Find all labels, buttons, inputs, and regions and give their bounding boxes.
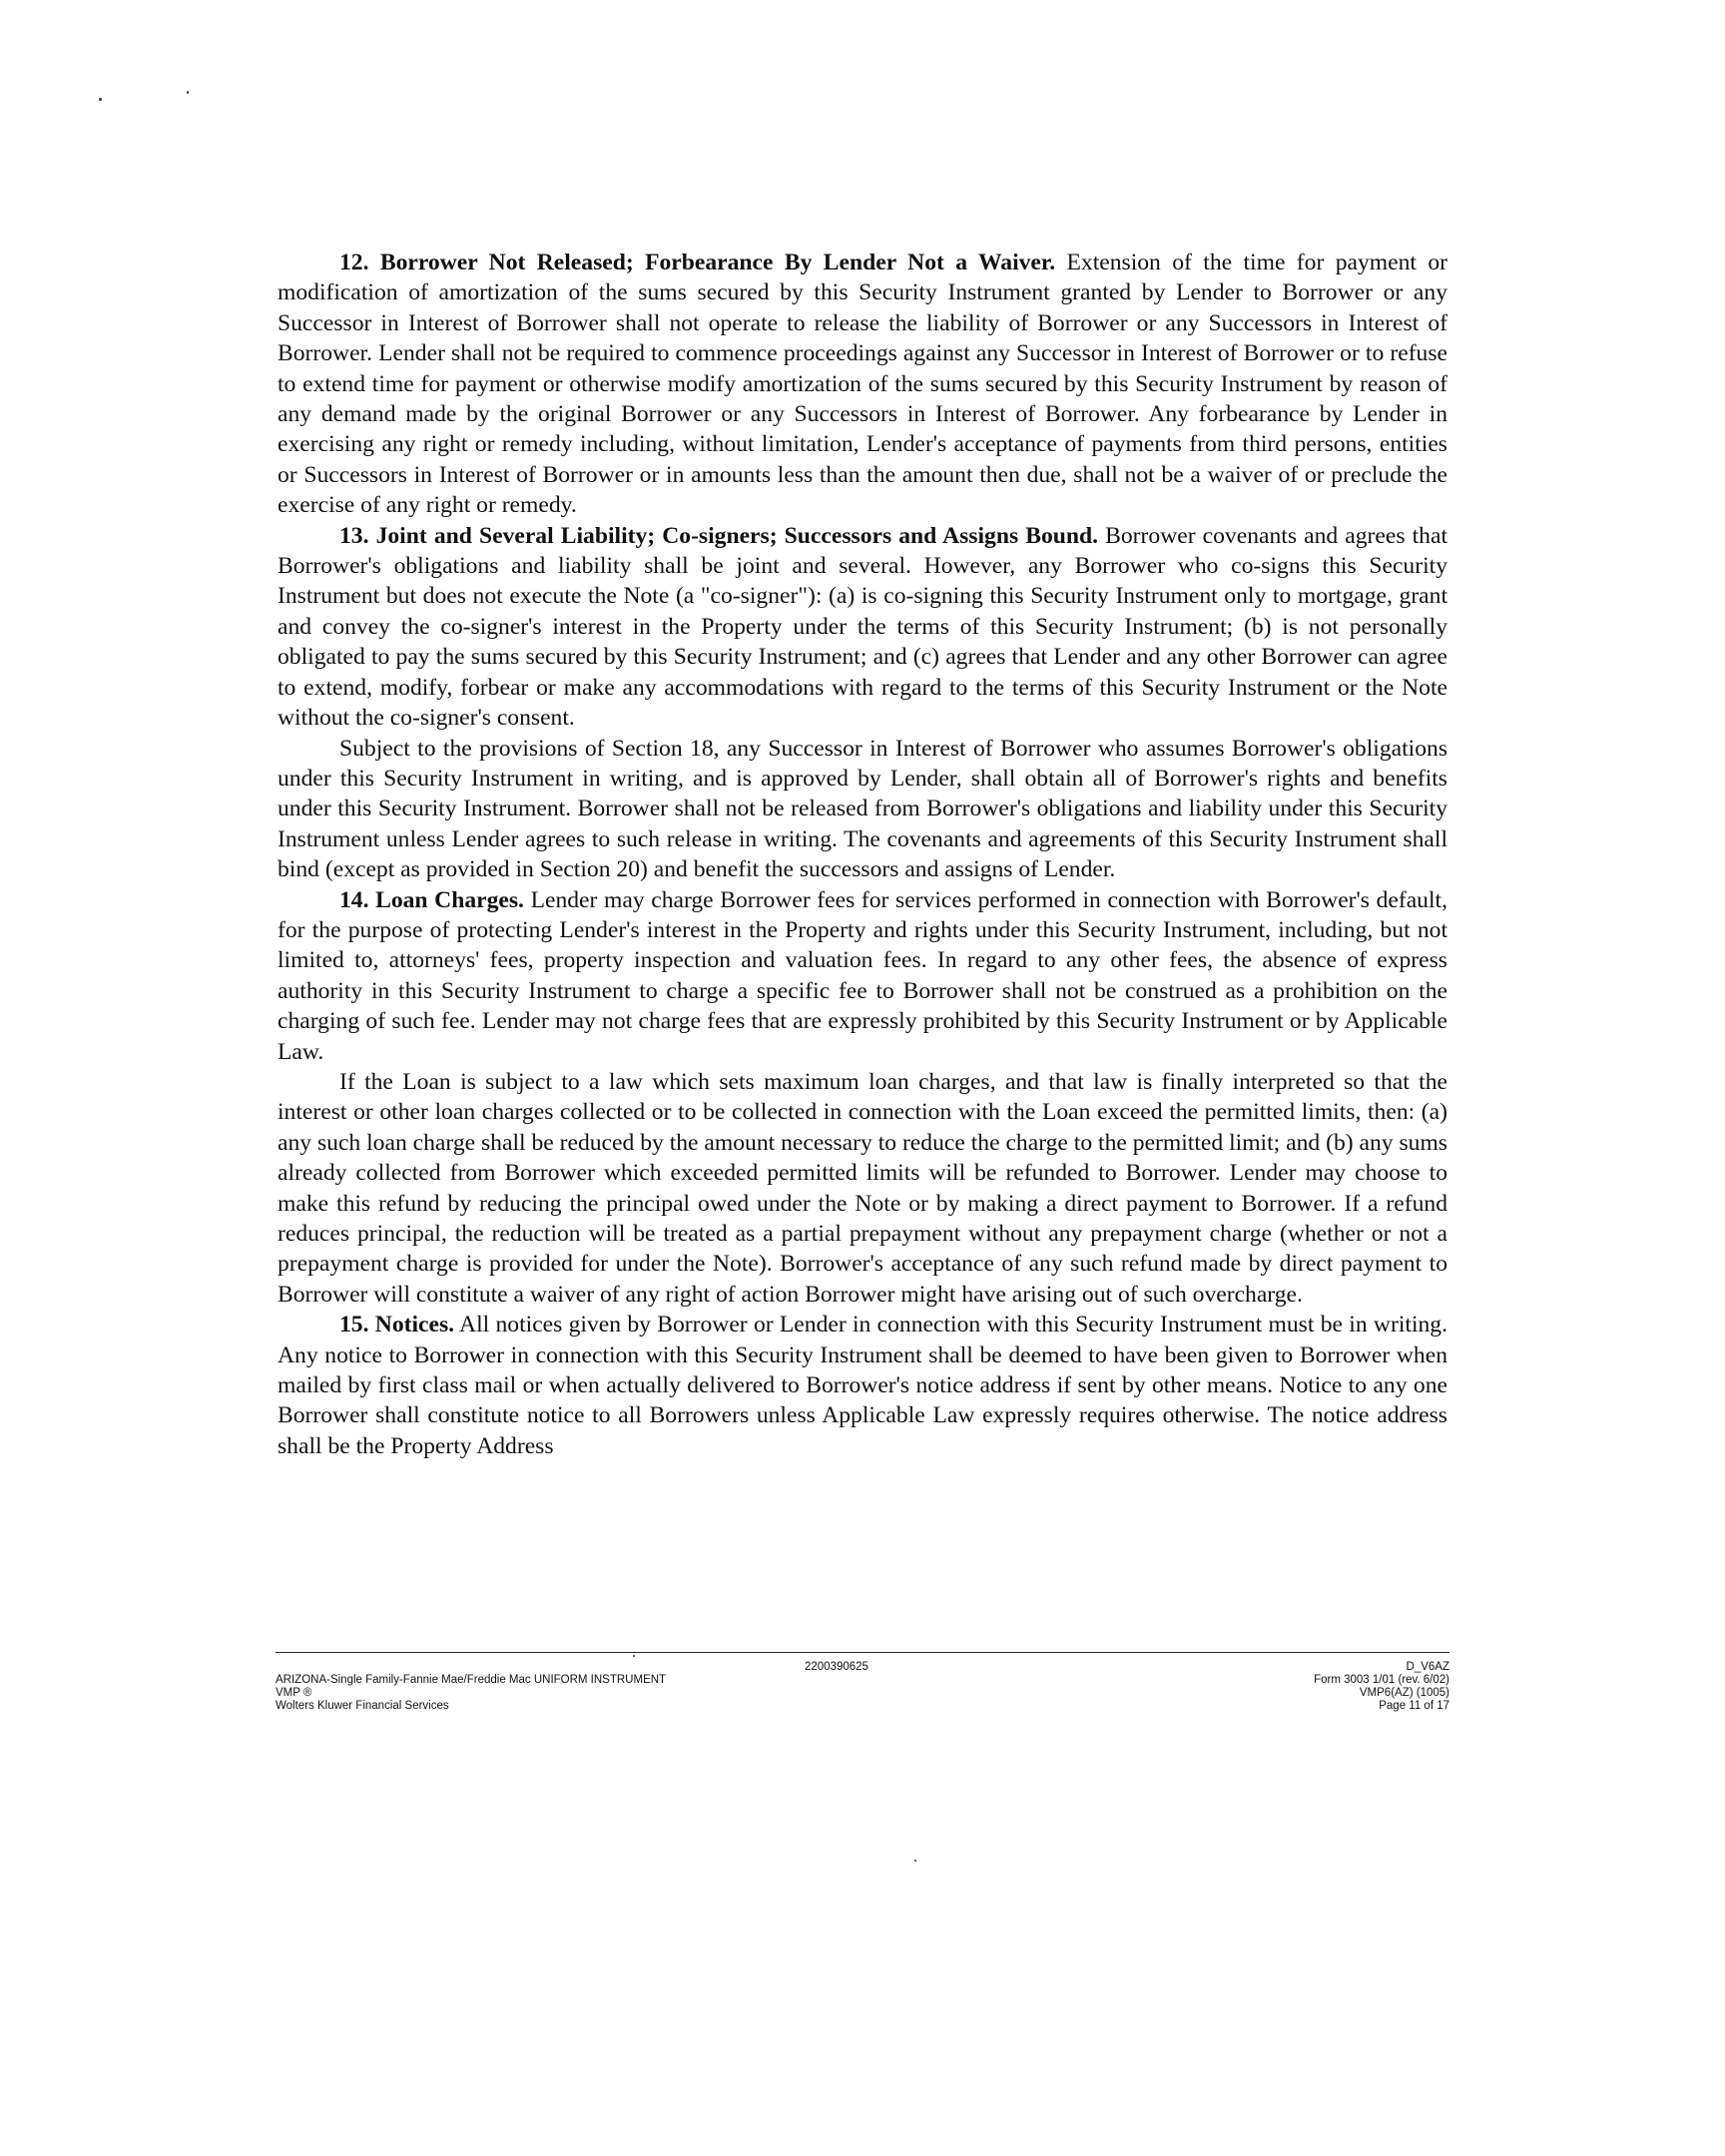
- section-12: [278, 248, 1447, 521]
- footer-vmp: VMP ®: [276, 1687, 312, 1699]
- document-body: [278, 248, 1447, 1461]
- section-15-text: All notices given by Borrower or Lender in connection with this Security Instrument must be in writing. Any notice to Borrower in connection with this Security Instrument shall be deemed to have been given to Borrower when mailed by first class mail or when actually delivered to Borrower's notice address if sent by other means. Notice to any one Borrower shall constitute notice to all Borrowers unless Applicable Law expressly requires otherwise. The notice address shall be the Property Address: [278, 1312, 1447, 1459]
- footer-rule: [276, 1652, 1449, 1653]
- section-15-heading: 15. Notices.: [339, 1312, 455, 1339]
- section-12-heading: 12. Borrower Not Released; Forbearance By Lender Not a Waiver.: [339, 250, 1056, 275]
- scan-speck: [914, 1860, 916, 1862]
- scan-speck: [187, 91, 189, 94]
- footer-code: D_V6AZ: [1406, 1661, 1449, 1673]
- section-13-paragraph-2-text: Subject to the provisions of Section 18, any Successor in Interest of Borrower who assumes Borrower's obligations under this Security Instrument in writing, and is approved by Lender, shall obtain all of Borrower's rights and benefits under this Security Instrument. Borrower shall not be released from Borrower's obligations and liability under this Security Instrument unless Lender agrees to such release in writing. The covenants and agreements of this Security Instrument shall bind (except as provided in Section 20) and benefit the successors and assigns of Lender.: [278, 735, 1447, 883]
- section-13: [278, 521, 1447, 734]
- section-12-text: Extension of the time for payment or modification of amortization of the sums secured by this Security Instrument granted by Lender to Borrower or any Successor in Interest of Borrower shall not operate to release the liability of Borrower or any Successors in Interest of Borrower. Lender shall not be required to commence proceedings against any Successor in Interest of Borrower or to refuse to extend time for payment or otherwise modify amortization of the sums secured by this Security Instrument by reason of any demand made by the original Borrower or any Successors in Interest of Borrower. Any forbearance by Lender in exercising any right or remedy including, without limitation, Lender's acceptance of payments from third persons, entities or Successors in Interest of Borrower or in amounts less than the amount then due, shall not be a waiver of or preclude the exercise of any right or remedy.: [278, 250, 1447, 519]
- section-13-heading: 13. Joint and Several Liability; Co-signers; Successors and Assigns Bound.: [339, 522, 1099, 549]
- section-14: [278, 885, 1447, 1067]
- section-14-paragraph-2: [278, 1067, 1447, 1310]
- section-14-text: Lender may charge Borrower fees for services performed in connection with Borrower's default, for the purpose of protecting Lender's interest in the Property and rights under this Security Instrument, including, but not limited to, attorneys' fees, property inspection and valuation fees. In regard to any other fees, the absence of express authority in this Security Instrument to charge a specific fee to Borrower shall not be construed as a prohibition on the charging of such fee. Lender may not charge fees that are expressly prohibited by this Security Instrument or by Applicable Law.: [278, 886, 1447, 1065]
- section-13-paragraph-2: [278, 734, 1447, 885]
- footer-publisher: Wolters Kluwer Financial Services: [276, 1700, 449, 1712]
- scan-speck: [633, 1655, 635, 1657]
- section-14-paragraph-2-text: If the Loan is subject to a law which sets maximum loan charges, and that law is finally interpreted so that the interest or other loan charges collected or to be collected in connection with the Loan exceed the permitted limits, then: (a) any such loan charge shall be reduced by the amount necessary to reduce the charge to the permitted limit; and (b) any sums already collected from Borrower which exceeded permitted limits will be refunded to Borrower. Lender may choose to make this refund by reducing the principal owed under the Note or by making a direct payment to Borrower. If a refund reduces principal, the reduction will be treated as a partial prepayment without any prepayment charge (whether or not a prepayment charge is provided for under the Note). Borrower's acceptance of any such refund made by direct payment to Borrower will constitute a waiver of any right of action Borrower might have arising out of such overcharge.: [278, 1068, 1447, 1308]
- footer-vmp-code: VMP6(AZ) (1005): [1359, 1687, 1449, 1699]
- section-13-text: Borrower covenants and agrees that Borrower's obligations and liability shall be joint and several. However, any Borrower who co-signs this Security Instrument but does not execute the Note (a "co-signer"): (a) is co-signing this Security Instrument only to mortgage, grant and convey the co-signer's interest in the Property under the terms of this Security Instrument; (b) is not personally obligated to pay the sums secured by this Security Instrument; and (c) agrees that Lender and any other Borrower can agree to extend, modify, forbear or make any accommodations with regard to the terms of this Security Instrument or the Note without the co-signer's consent.: [278, 522, 1447, 732]
- footer-right: [1130, 1661, 1449, 1713]
- footer-left: [276, 1661, 974, 1713]
- scan-speck: [99, 98, 102, 101]
- footer-loan-number: 2200390625: [805, 1661, 868, 1673]
- footer-form: Form 3003 1/01 (rev. 6/02): [1314, 1674, 1449, 1686]
- section-15: [278, 1310, 1447, 1461]
- footer-instrument: ARIZONA-Single Family-Fannie Mae/Freddie Mac UNIFORM INSTRUMENT: [276, 1674, 667, 1686]
- footer-page-number: Page 11 of 17: [1379, 1700, 1449, 1712]
- section-14-heading: 14. Loan Charges.: [339, 886, 524, 913]
